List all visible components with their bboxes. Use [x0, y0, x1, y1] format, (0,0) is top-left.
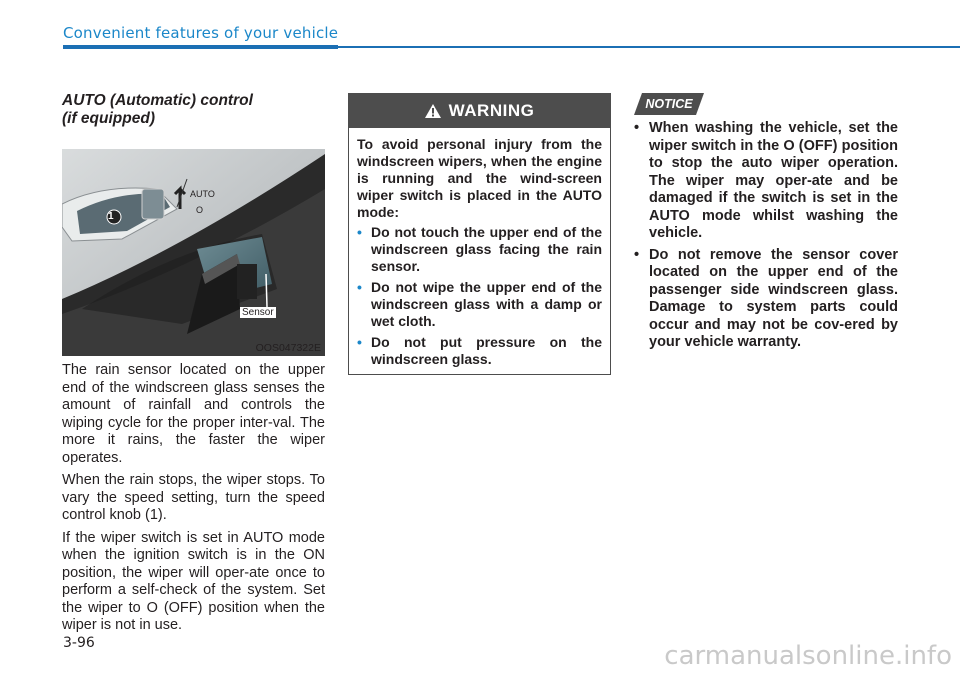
warning-intro: To avoid personal injury from the windscreen wipers, when the engine is running and the wind-screen wiper switch is placed in the AUTO mode: [357, 136, 602, 220]
figure-code: OOS047322E [255, 342, 321, 354]
off-label: O [196, 205, 204, 215]
header-title: Convenient features of your vehicle [63, 24, 339, 42]
notice-item: • Do not remove the sensor cover located on the upper end of the passenger side windscreen glass. Damage to system parts could occur and may not be cov-ered by your vehicle warranty. [634, 246, 898, 350]
left-column [62, 92, 325, 640]
notice-list [634, 120, 898, 352]
watermark: carmanualsonline.info [664, 641, 952, 671]
warning-triangle-icon [425, 104, 441, 118]
bullet-icon: • [357, 224, 362, 240]
bullet-icon: • [357, 279, 362, 295]
header-rule-light [338, 46, 960, 48]
section-title [62, 92, 325, 128]
notice-item: • When washing the vehicle, set the wiper switch in the O (OFF) position to stop the auto wiper operation. The wiper may oper-ate and be damaged if the switch is set in the AUTO mode whilst washing the vehicle. [634, 120, 898, 241]
warning-item: • Do not touch the upper end of the windscreen glass facing the rain sensor. [357, 224, 602, 274]
rain-sensor-figure [62, 149, 325, 356]
knob-label: 1 [108, 211, 114, 222]
auto-label: AUTO [190, 189, 215, 199]
section-title-line1: AUTO (Automatic) control [62, 92, 253, 109]
warning-list [357, 224, 602, 368]
page-number: 3-96 [63, 635, 95, 651]
rain-sensor-illustration [62, 149, 325, 356]
body-text [62, 362, 325, 635]
warning-box [348, 93, 611, 375]
body-paragraph-2: When the rain stops, the wiper stops. To vary the speed setting, turn the speed control knob (1). [62, 472, 325, 523]
warning-title: WARNING [448, 101, 535, 120]
warning-item: • Do not wipe the upper end of the windscreen glass with a damp or wet cloth. [357, 279, 602, 329]
body-paragraph-3: If the wiper switch is set in AUTO mode when the ignition switch is in the ON position, the wiper will oper-ate once to perform a self-check of the system. Set the wiper to O (OFF) position when the wiper is not in use. [62, 529, 325, 633]
warning-item: • Do not put pressure on the windscreen glass. [357, 334, 602, 367]
header-rule-dark [63, 45, 338, 49]
bullet-icon: • [357, 334, 362, 350]
notice-badge [634, 93, 704, 115]
body-paragraph-1: The rain sensor located on the upper end of the windscreen glass senses the amount of rainfall and controls the wiping cycle for the proper inter-val. The more it rains, the faster the wiper operates. [62, 362, 325, 466]
section-title-line2: (if equipped) [62, 110, 155, 127]
bullet-icon: • [634, 246, 640, 263]
bullet-icon: • [634, 120, 640, 136]
notice-column [634, 120, 898, 356]
sensor-label: Sensor [242, 307, 274, 318]
notice-label: NOTICE [645, 97, 693, 111]
warning-header [349, 94, 610, 128]
